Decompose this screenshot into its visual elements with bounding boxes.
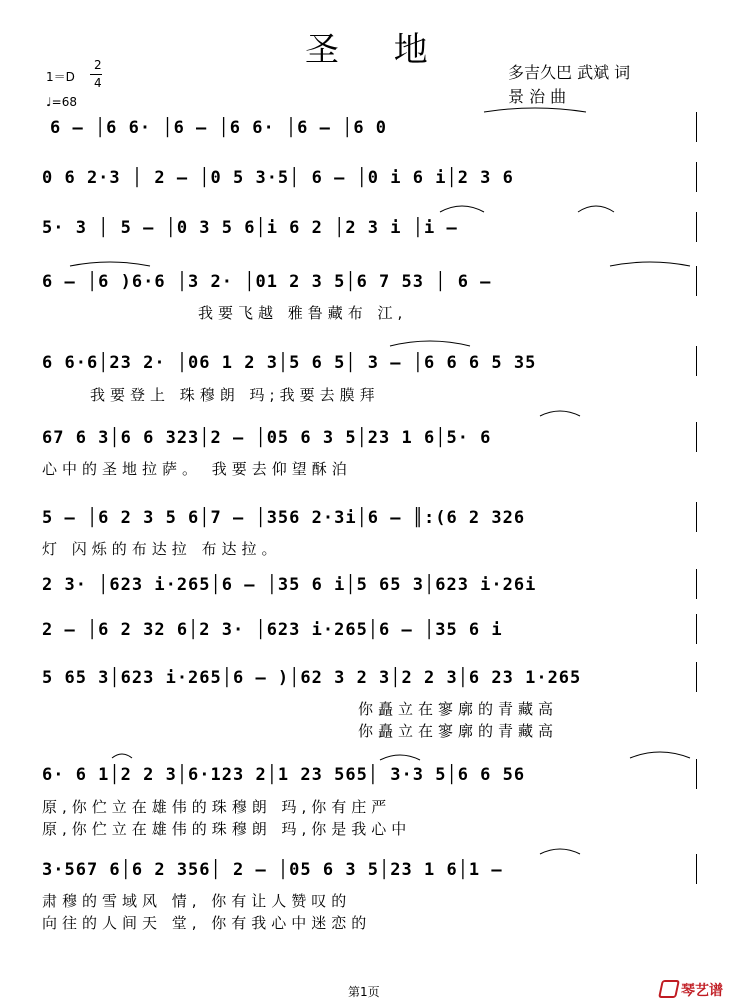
notation-line-2: 0 6 2·3 │ 2 – │0 5 3·5│ 6 – │0 i 6 i│2 3 6 xyxy=(42,168,514,188)
lyric-line-7: 灯 闪烁的布达拉 布达拉。 xyxy=(42,540,282,558)
brand-icon xyxy=(658,980,680,998)
lyric-line-11b: 原,你伫立在雄伟的珠穆朗 玛,你是我心中 xyxy=(42,820,412,838)
lyric-line-4: 我要飞越 雅鲁藏布 江, xyxy=(198,304,408,322)
lyric-line-12a: 肃穆的雪域风 情, 你有让人赞叹的 xyxy=(42,892,352,910)
time-signature-top: 2 xyxy=(94,58,102,72)
lyric-line-5: 我要登上 珠穆朗 玛;我要去膜拜 xyxy=(90,386,380,404)
lyric-line-12b: 向往的人间天 堂, 你有我心中迷恋的 xyxy=(42,914,372,932)
notation-line-4: 6 – │6 )6·6 │3 2· │01 2 3 5│6 7 53 │ 6 – xyxy=(42,272,492,292)
notation-line-1: 6 – │6 6· │6 – │6 6· │6 – │6 0 xyxy=(50,118,388,138)
tempo-marking: ♩=68 xyxy=(46,95,77,109)
notation-line-7: 5 – │6 2 3 5 6│7 – │356 2·3i│6 – ║:(6 2 326 xyxy=(42,508,526,528)
lyricist-credit: 多吉久巴 武斌 词 xyxy=(508,63,631,82)
page-number: 第1页 xyxy=(348,985,380,999)
lyric-line-11a: 原,你伫立在雄伟的珠穆朗 玛,你有庄严 xyxy=(42,798,392,816)
time-signature-bottom: 4 xyxy=(94,76,102,90)
page-title: 圣 地 xyxy=(305,30,450,70)
notation-line-8: 2 3· │623 i·265│6 – │35 6 i│5 65 3│623 i·26i xyxy=(42,575,537,595)
lyric-line-6: 心中的圣地拉萨。 我要去仰望酥泊 xyxy=(42,460,352,478)
quarter-note-icon: ♩ xyxy=(46,95,52,109)
notation-line-11: 6· 6 1│2 2 3│6·123 2│1 23 565│ 3·3 5│6 6 56 xyxy=(42,765,526,785)
notation-line-9: 2 – │6 2 32 6│2 3· │623 i·265│6 – │35 6 i xyxy=(42,620,503,640)
lyric-line-10b: 你矗立在寥廓的青藏高 xyxy=(358,722,559,740)
notation-line-6: 67 6 3│6 6 323│2 – │05 6 3 5│23 1 6│5· 6 xyxy=(42,428,492,448)
notation-line-10: 5 65 3│623 i·265│6 – )│62 3 2 3│2 2 3│6 23 1·265 xyxy=(42,668,582,688)
lyric-line-10a: 你矗立在寥廓的青藏高 xyxy=(358,700,559,718)
key-signature: 1＝D xyxy=(46,70,75,84)
notation-line-3: 5· 3 │ 5 – │0 3 5 6│i 6 2 │2 3 i │i – xyxy=(42,218,458,238)
notation-line-12: 3·567 6│6 2 356│ 2 – │05 6 3 5│23 1 6│1 – xyxy=(42,860,503,880)
notation-line-5: 6 6·6│23 2· │06 1 2 3│5 6 5│ 3 – │6 6 6 5 35 xyxy=(42,353,537,373)
brand-logo: 琴艺谱 xyxy=(660,980,723,1000)
composer-credit: 景 治 曲 xyxy=(508,87,567,106)
